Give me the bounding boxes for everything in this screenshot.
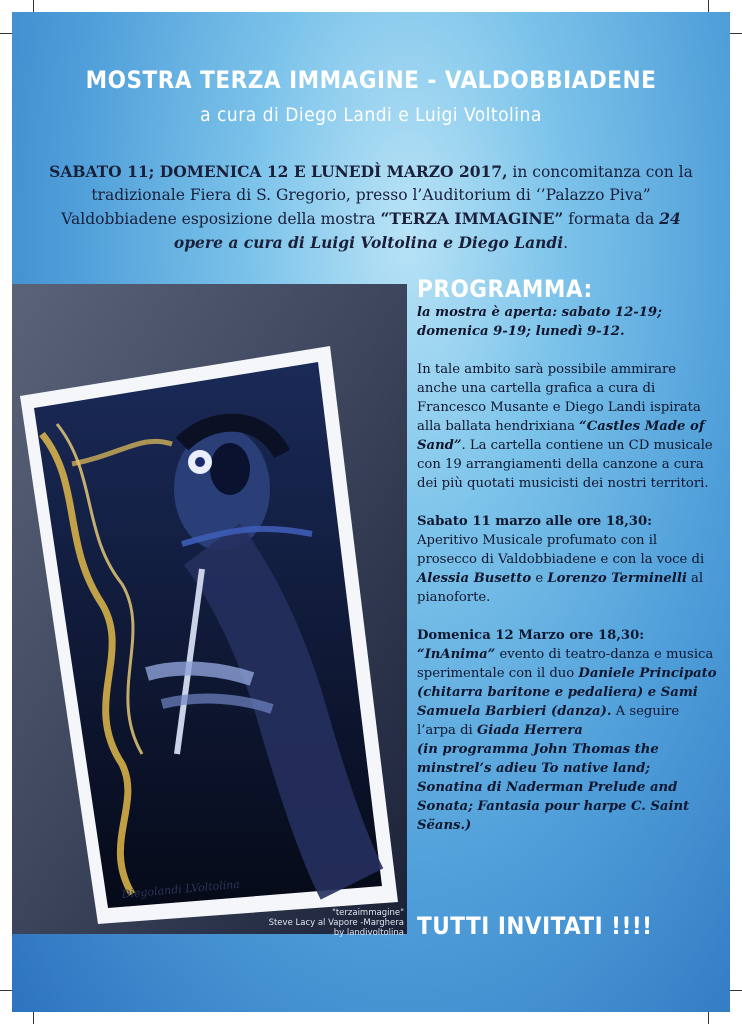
sunday-duo: Daniele Principato (chitarra baritone e pedaliera) e Sami Samuela Barbieri (danza). bbox=[417, 666, 717, 719]
artwork-illustration bbox=[12, 284, 407, 934]
sunday-repertoire: (in programma John Thomas the minstrel’s adieu To native land; Sonatina di Naderman Prelude and Sonata; Fantasia pour harpe C. Saint Sëans.) bbox=[417, 742, 690, 833]
artwork-photo bbox=[12, 284, 407, 934]
intro-dates: SABATO 11; DOMENICA 12 E LUNEDÌ MARZO 2017, bbox=[49, 162, 508, 181]
photo-caption bbox=[244, 908, 404, 938]
artwork-signature: Diegolandi LVoltolina bbox=[121, 877, 241, 901]
intro-exhibit: “TERZA IMMAGINE” bbox=[380, 209, 564, 228]
saturday-heading: Sabato 11 marzo alle ore 18,30: bbox=[417, 514, 653, 529]
caption-line-2: Steve Lacy al Vapore -Marghera bbox=[268, 918, 404, 928]
program-saturday bbox=[417, 512, 717, 607]
saturday-text-c: al pianoforte. bbox=[417, 571, 704, 605]
caption-line-1: "terzaimmagine" bbox=[331, 908, 404, 918]
intro-text-1: in concomitanza con la tradizionale Fiera di S. Gregorio, presso l’Auditorium di ‘’Palazzo Piva” Valdobbiadene esposizione della mostra bbox=[61, 163, 693, 228]
sunday-show: “InAnima” bbox=[417, 647, 496, 662]
saturday-pianist: Lorenzo Terminelli bbox=[547, 571, 687, 586]
program-sunday bbox=[417, 626, 717, 835]
folder-song: “Castles Made of Sand” bbox=[417, 419, 705, 453]
program-section bbox=[417, 275, 717, 854]
closing-invite: TUTTI INVITATI !!!! bbox=[417, 912, 653, 940]
poster-title: MOSTRA TERZA IMMAGINE - VALDOBBIADENE bbox=[85, 66, 657, 94]
folder-text-a: In tale ambito sarà possibile ammirare anche una cartella grafica a cura di Francesco Musante e Diego Landi ispirata alla ballata hendrixiana bbox=[417, 362, 701, 434]
program-title: PROGRAMMA: bbox=[417, 275, 593, 303]
poster bbox=[12, 12, 730, 1012]
sunday-text-b: A seguire l’arpa di bbox=[417, 704, 680, 738]
program-hours: la mostra è aperta: sabato 12-19; domenica 9-19; lunedì 9-12. bbox=[417, 305, 662, 339]
poster-subtitle: a cura di Diego Landi e Luigi Voltolina bbox=[200, 104, 542, 126]
folder-text-b: . La cartella contiene un CD musicale con 19 arrangiamenti della canzone a cura dei più quotati musicisti dei nostri territori. bbox=[417, 438, 713, 491]
intro-paragraph bbox=[42, 160, 700, 255]
saturday-text-a: Aperitivo Musicale profumato con il prosecco di Valdobbiadene e con la voce di bbox=[417, 533, 705, 567]
program-folder bbox=[417, 360, 717, 493]
intro-text-2: formata da bbox=[563, 210, 660, 228]
saturday-text-b: e bbox=[531, 571, 548, 586]
intro-end: . bbox=[563, 234, 569, 252]
sunday-heading: Domenica 12 Marzo ore 18,30: bbox=[417, 628, 645, 643]
sunday-text-a: evento di teatro-danza e musica sperimentale con il duo bbox=[417, 647, 714, 681]
caption-line-3: by landivoltolina bbox=[333, 928, 404, 938]
intro-works: 24 opere a cura di Luigi Voltolina e Diego Landi bbox=[173, 209, 681, 252]
saturday-singer: Alessia Busetto bbox=[417, 571, 532, 586]
sunday-harpist: Giada Herrera bbox=[476, 723, 583, 738]
